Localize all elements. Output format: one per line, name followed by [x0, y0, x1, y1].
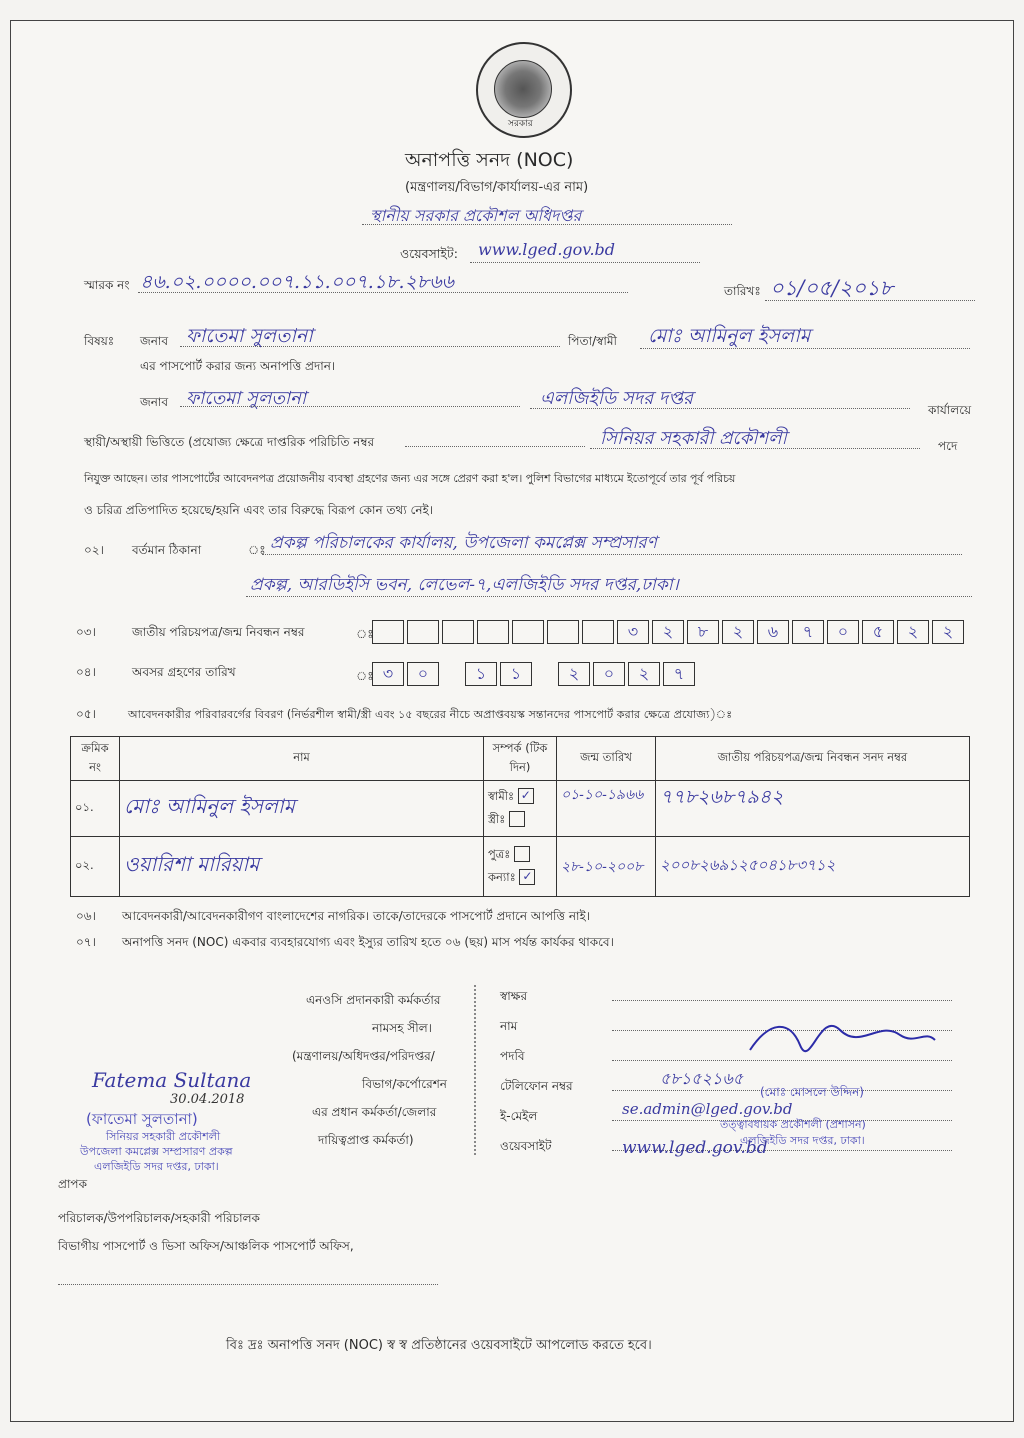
applicant-stamp-line: এলজিইডি সদর দপ্তর, ঢাকা।	[94, 1160, 219, 1173]
retirement-digit: ৩	[372, 662, 404, 686]
body-office: এলজিইডি সদর দপ্তর	[540, 388, 693, 409]
father-husband-label: পিতা/স্বামী	[568, 334, 617, 348]
item05-number: ০৫।	[76, 707, 96, 721]
item06-number: ০৬।	[76, 909, 96, 923]
memo-label: স্মারক নং	[84, 278, 130, 292]
nid-digit: ২	[652, 620, 684, 644]
nid-digit: ০	[827, 620, 859, 644]
document-subtitle: (মন্ত্রণালয়/বিভাগ/কার্যালয়-এর নাম)	[405, 180, 589, 195]
designation: সিনিয়র সহকারী প্রকৌশলী	[600, 428, 787, 449]
header-dob: জন্ম তারিখ	[557, 737, 656, 781]
retirement-digit: ১	[500, 662, 532, 686]
address-colon: ঃ	[248, 543, 266, 557]
office-suffix: কার্যালয়ে	[928, 403, 972, 417]
applicant-sign-date: 30.04.2018	[170, 1092, 245, 1107]
nid-digit	[582, 620, 614, 644]
address-line1-rule	[262, 554, 962, 555]
retirement-date-boxes	[372, 662, 698, 686]
recipient-line1: পরিচালক/উপপরিচালক/সহকারী পরিচালক	[58, 1211, 260, 1225]
header-serial: ক্রমিক নং	[71, 737, 120, 781]
table-row	[71, 837, 970, 897]
relation-checkbox[interactable]	[514, 846, 530, 862]
address-label: বর্তমান ঠিকানা	[132, 543, 202, 557]
nid-digit: ৬	[757, 620, 789, 644]
retirement-digit: ৭	[663, 662, 695, 686]
retirement-digit: ০	[407, 662, 439, 686]
nid-boxes	[372, 620, 967, 644]
designation-suffix: পদে	[938, 439, 958, 453]
item07-number: ০৭।	[76, 935, 96, 949]
field-label: নাম	[500, 1019, 518, 1033]
field-label: স্বাক্ষর	[500, 989, 528, 1003]
relation-label: কন্যাঃ	[488, 869, 516, 884]
issuer-stamp-title: তত্ত্বাবধায়ক প্রকৌশলী (প্রশাসন)	[720, 1118, 866, 1131]
relation-checkbox[interactable]: ✓	[519, 869, 535, 885]
website-line	[470, 262, 700, 263]
nid-digit	[547, 620, 579, 644]
body-name-line	[180, 406, 520, 407]
body-line3: নিযুক্ত আছেন। তার পাসপোর্টের আবেদনপত্র প্রয়োজনীয় ব্যবস্থা গ্রহণের জন্য এর সঙ্গে প্রেরণ করা হ'ল। পুলিশ বিভাগের মাধ্যমে ইতোপূর্বে তার পূর্ব পরিচয়	[84, 472, 736, 485]
applicant-name-line	[180, 346, 560, 347]
father-husband-name: মোঃ আমিনুল ইসলাম	[648, 325, 811, 347]
row-serial: ০২.	[71, 837, 120, 897]
nid-digit: ২	[897, 620, 929, 644]
memo-line	[138, 292, 628, 293]
recipient-label: প্রাপক	[58, 1177, 87, 1191]
website-value: www.lged.gov.bd	[478, 240, 616, 259]
status-line	[405, 446, 585, 447]
issuer-line: এর প্রধান কর্মকর্তা/জেলার	[312, 1105, 437, 1119]
date-line	[765, 300, 975, 301]
website-label: ওয়েবসাইট:	[400, 246, 458, 261]
row-nid: ২০০৮২৬৯১২৫০৪১৮৩৭১২	[656, 837, 970, 897]
row-name: ওয়ারিশা মারিয়াম	[120, 837, 484, 897]
seal-text: সরকার	[508, 119, 533, 129]
item07-text: অনাপত্তি সনদ (NOC) একবার ব্যবহারযোগ্য এবং ইস্যুর তারিখ হতে ০৬ (ছয়) মাস পর্যন্ত কার্যকর থাকবে।	[122, 935, 614, 949]
vertical-stamp	[474, 985, 492, 1155]
header-relation: সম্পর্ক (টিক দিন)	[484, 737, 557, 781]
header-nid: জাতীয় পরিচয়পত্র/জন্ম নিবন্ধন সনদ নম্বর	[656, 737, 970, 781]
applicant-stamp-line: উপজেলা কমপ্লেক্স সম্প্রসারণ প্রকল্প	[80, 1145, 233, 1158]
relation-checkbox[interactable]	[509, 811, 525, 827]
issuer-signature	[740, 1000, 940, 1070]
header-name: নাম	[120, 737, 484, 781]
family-label: আবেদনকারীর পরিবারবর্গের বিবরণ (নির্ভরশীল স্বামী/স্ত্রী এবং ১৫ বছরের নীচে অপ্রাপ্তবয়স্ক সন্তানদের পাসপোর্ট করার ক্ষেত্রে প্রযোজ্য)ঃ	[128, 708, 733, 721]
retirement-gap	[442, 662, 462, 684]
nid-digit: ৮	[687, 620, 719, 644]
body-office-line	[530, 408, 910, 409]
applicant-stamp-line: সিনিয়র সহকারী প্রকৌশলী	[106, 1130, 221, 1143]
footnote: বিঃ দ্রঃ অনাপত্তি সনদ (NOC) স্ব স্ব প্রতিষ্ঠানের ওয়েবসাইটে আপলোড করতে হবে।	[226, 1338, 652, 1353]
retirement-digit: ০	[593, 662, 625, 686]
nid-digit	[442, 620, 474, 644]
nid-digit: ২	[932, 620, 964, 644]
father-husband-line	[640, 348, 970, 349]
nid-colon: ঃ	[356, 627, 374, 641]
row-dob: ২৮-১০-২০০৮	[557, 837, 656, 897]
status-label: স্থায়ী/অস্থায়ী ভিত্তিতে (প্রযোজ্য ক্ষেত্রে দাপ্তরিক পরিচিতি নম্বর	[84, 435, 375, 449]
issuer-stamp-name: (মোঃ মোসলে উদ্দিন)	[760, 1085, 864, 1099]
memo-number: ৪৬.০২.০০০০.০০৭.১১.০০৭.১৮.২৮৬৬	[140, 271, 454, 293]
retirement-digit: ১	[465, 662, 497, 686]
table-row	[71, 781, 970, 837]
family-table	[70, 736, 970, 897]
relation-label: পুত্রঃ	[488, 846, 511, 861]
nid-digit	[512, 620, 544, 644]
relation-label: স্বামীঃ	[488, 788, 515, 803]
document-title: অনাপত্তি সনদ (NOC)	[405, 149, 574, 171]
designation-line	[590, 448, 920, 449]
nid-label: জাতীয় পরিচয়পত্র/জন্ম নিবন্ধন নম্বর	[132, 625, 305, 639]
nid-digit: ৫	[862, 620, 894, 644]
applicant-stamp-name: (ফাতেমা সুলতানা)	[86, 1110, 198, 1128]
body-janab: জনাব	[140, 395, 169, 409]
nid-digit: ৩	[617, 620, 649, 644]
recipient-line2: বিভাগীয় পাসপোর্ট ও ভিসা অফিস/আঞ্চলিক পাসপোর্ট অফিস,	[58, 1239, 354, 1253]
issuer-line: নামসহ সীল।	[372, 1021, 432, 1035]
office-name-line	[362, 224, 732, 225]
issuer-line: এনওসি প্রদানকারী কর্মকর্তার	[306, 993, 441, 1007]
nid-digit	[477, 620, 509, 644]
field-label: পদবি	[500, 1049, 525, 1063]
seal-emblem-icon	[494, 60, 552, 118]
body-line4: ও চরিত্র প্রতিপাদিত হয়েছে/হয়নি এবং তার বিরুদ্ধে বিরূপ কোন তথ্য নেই।	[84, 503, 434, 517]
office-name: স্থানীয় সরকার প্রকৌশল অধিদপ্তর	[370, 206, 582, 225]
nid-digit	[372, 620, 404, 644]
issuer-phone: ৫৮১৫২১৬৫	[660, 1069, 744, 1088]
retirement-digit: ২	[558, 662, 590, 686]
date-label: তারিখঃ	[724, 284, 761, 298]
recipient-line	[58, 1284, 438, 1285]
issuer-website: www.lged.gov.bd	[622, 1138, 768, 1158]
row-relation	[484, 781, 557, 837]
row-serial: ০১.	[71, 781, 120, 837]
issuer-line: (মন্ত্রণালয়/অধিদপ্তর/পরিদপ্তর/	[292, 1049, 435, 1063]
subject-label: বিষয়ঃ	[84, 334, 115, 348]
issuer-stamp-office: এলজিইডি সদর দপ্তর, ঢাকা।	[740, 1134, 865, 1147]
nid-digit	[407, 620, 439, 644]
retirement-label: অবসর গ্রহণের তারিখ	[132, 665, 236, 679]
row-dob: ০১-১০-১৯৬৬	[557, 781, 656, 837]
row-relation	[484, 837, 557, 897]
retirement-digit: ২	[628, 662, 660, 686]
nid-digit: ৭	[792, 620, 824, 644]
family-table-header	[71, 737, 970, 781]
row-nid: ৭৭৮২৬৮৭৯৪২	[656, 781, 970, 837]
subject-janab: জনাব	[140, 334, 169, 348]
date-value: ০১/০৫/২০১৮	[770, 276, 894, 300]
subject-purpose: এর পাসপোর্ট করার জন্য অনাপত্তি প্রদান।	[140, 359, 336, 373]
retirement-colon: ঃ	[356, 669, 374, 683]
retirement-gap	[535, 662, 555, 684]
government-seal	[476, 42, 572, 138]
row-name: মোঃ আমিনুল ইসলাম	[120, 781, 484, 837]
applicant-signature: Fatema Sultana	[92, 1068, 252, 1092]
address-line2-rule	[246, 596, 972, 597]
issuer-line: দায়িত্বপ্রাপ্ত কর্মকর্তা)	[318, 1133, 414, 1147]
address-line1: প্রকল্প পরিচালকের কার্যালয়, উপজেলা কমপ্লেক্স সম্প্রসারণ	[270, 533, 657, 553]
issuer-line: বিভাগ/কর্পোরেশন	[362, 1077, 447, 1091]
relation-label: স্ত্রীঃ	[488, 811, 506, 826]
issuer-email: se.admin@lged.gov.bd	[622, 1100, 793, 1118]
applicant-name: ফাতেমা সুলতানা	[186, 325, 313, 347]
address-line2: প্রকল্প, আরডিইসি ভবন, লেভেল-৭,এলজিইডি সদর দপ্তর,ঢাকা।	[250, 575, 679, 595]
body-name: ফাতেমা সুলতানা	[186, 388, 307, 409]
field-label: টেলিফোন নম্বর	[500, 1079, 573, 1093]
item03-number: ০৩।	[76, 625, 96, 639]
item06-text: আবেদনকারী/আবেদনকারীগণ বাংলাদেশের নাগরিক। তাকে/তাদেরকে পাসপোর্ট প্রদানে আপত্তি নাই।	[122, 909, 591, 923]
item04-number: ০৪।	[76, 665, 96, 679]
item02-number: ০২।	[84, 543, 104, 557]
field-label: ই-মেইল	[500, 1109, 538, 1123]
nid-digit: ২	[722, 620, 754, 644]
relation-checkbox[interactable]: ✓	[518, 788, 534, 804]
field-label: ওয়েবসাইট	[500, 1139, 552, 1153]
